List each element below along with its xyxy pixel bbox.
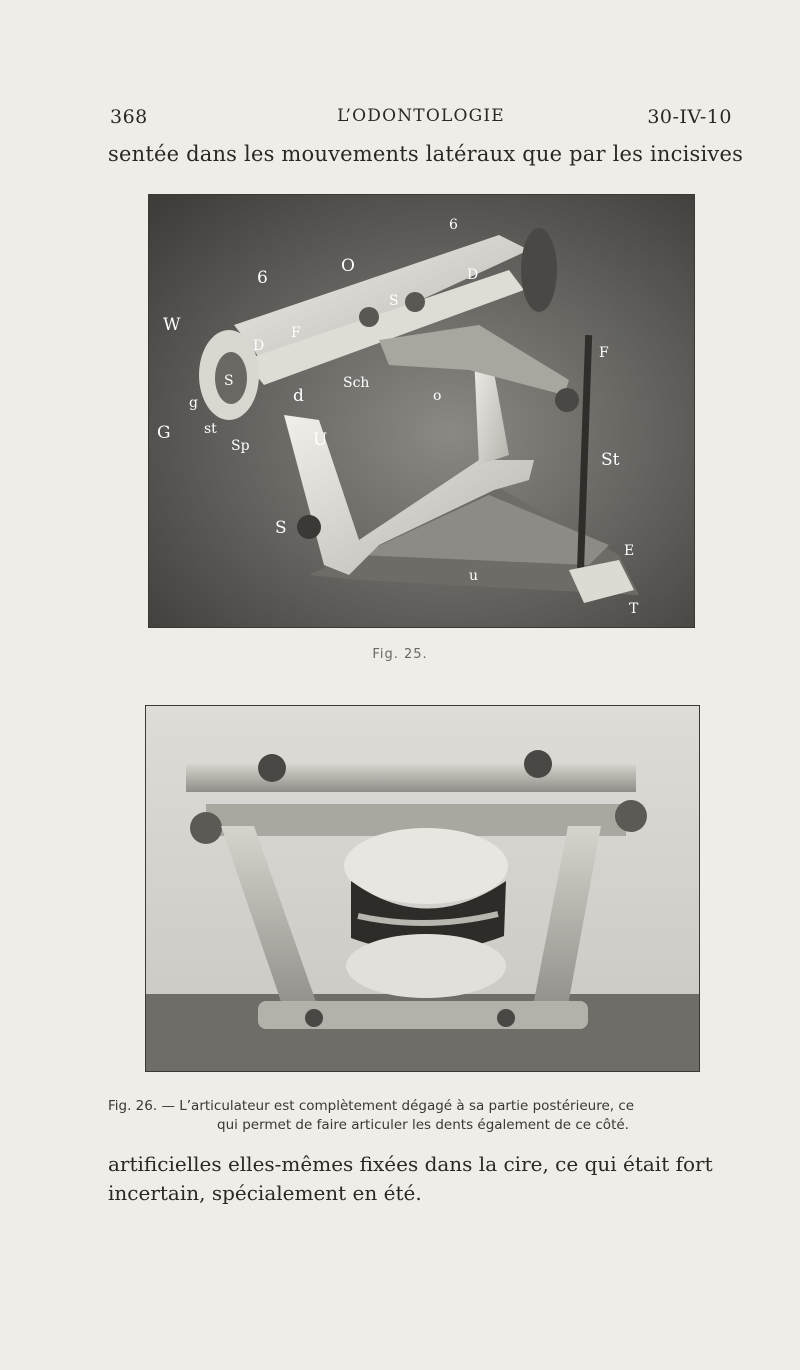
annotation-st: st [204, 421, 217, 437]
annotation-O: O [341, 256, 355, 276]
annotation-S-left: S [224, 373, 234, 389]
annotation-u: u [469, 568, 479, 584]
figure-26-caption [108, 1097, 738, 1135]
annotation-6-left: 6 [257, 268, 268, 288]
annotation-F-rod: F [599, 345, 609, 361]
annotation-o: o [433, 388, 442, 404]
body-line-1: artificielles elles-mêmes fixées dans la cire, ce qui était fort [108, 1152, 713, 1176]
annotation-D-right: D [467, 267, 479, 283]
annotation-6-right: 6 [449, 217, 458, 233]
annotation-Sch: Sch [343, 375, 370, 391]
annotation-T: T [629, 601, 639, 617]
annotation-St: St [601, 450, 620, 470]
annotation-U: U [313, 430, 328, 450]
articulator-photo-2 [146, 706, 699, 1071]
page-header [110, 106, 732, 134]
annotation-E: E [624, 543, 635, 559]
annotation-g: g [189, 395, 198, 411]
annotation-W: W [163, 315, 181, 335]
annotation-G: G [157, 423, 171, 443]
annotation-d: d [293, 386, 304, 406]
journal-title: L’ODONTOLOGIE [337, 106, 505, 126]
body-line-2: incertain, spécialement en été. [108, 1181, 422, 1205]
annotation-S-top: S [389, 293, 399, 309]
figure-26-photo [145, 705, 700, 1072]
figure-25-label: Fig. 25. [372, 647, 428, 662]
page-number: 368 [110, 106, 148, 128]
text-line-top: sentée dans les mouvements latéraux que par les incisives [108, 142, 744, 166]
annotation-D-left: D [253, 338, 265, 354]
caption-line-2: qui permet de faire articuler les dents également de ce côté. [217, 1117, 629, 1133]
issue-date: 30-IV-10 [647, 106, 732, 128]
annotation-S-bottom: S [275, 518, 287, 538]
body-paragraph [108, 1150, 738, 1208]
annotation-F: F [291, 325, 301, 341]
figure-25-photo [148, 194, 695, 628]
caption-line-1: Fig. 26. — L’articulateur est complètement dégagé à sa partie postérieure, ce [108, 1098, 635, 1114]
annotation-Sp: Sp [231, 438, 250, 454]
articulator-photo-1 [149, 195, 694, 627]
